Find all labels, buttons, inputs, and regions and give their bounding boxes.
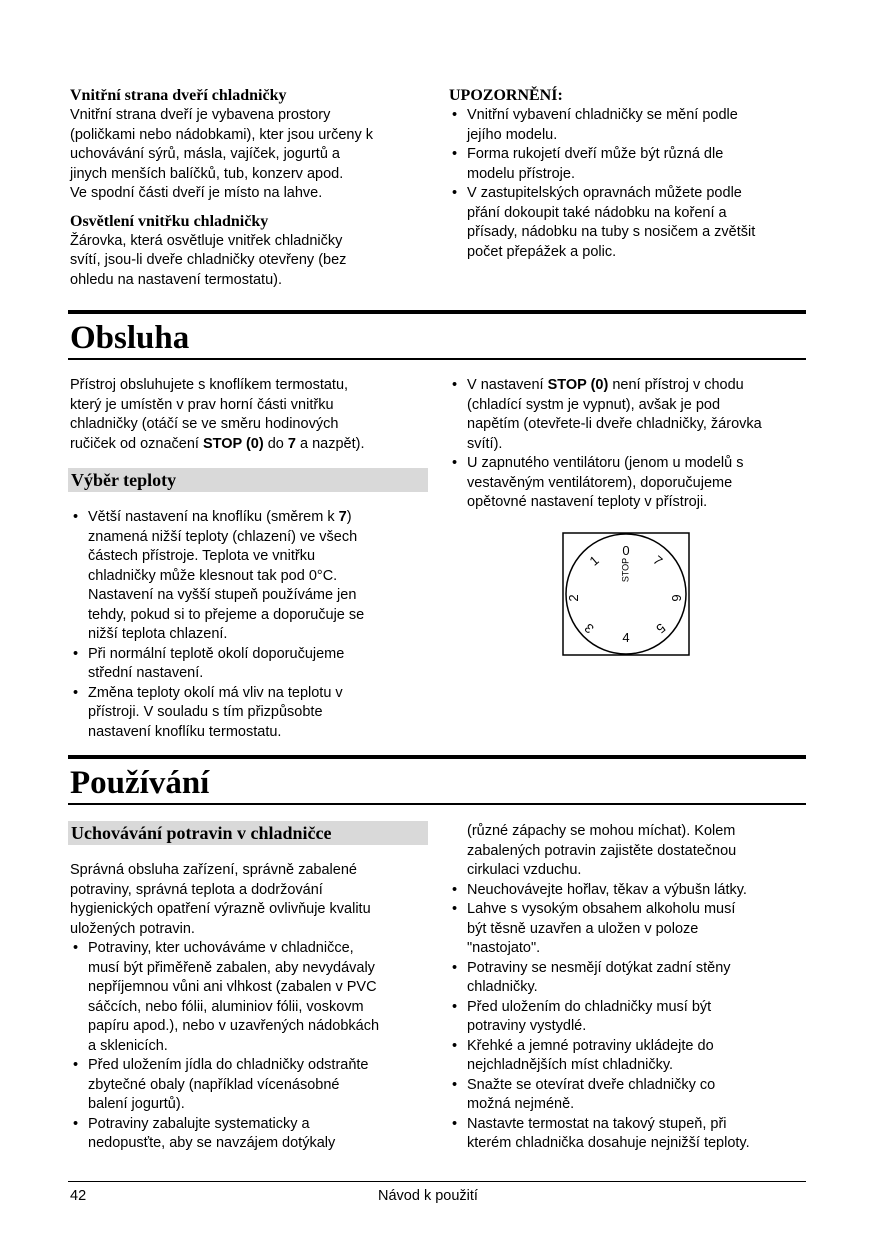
warning-line: jejího modelu. (467, 126, 558, 143)
food-item (449, 1076, 809, 1115)
intro-line: který je umístěn v prav horní části vnitřku (70, 396, 334, 413)
door-line: uchovávání sýrů, másla, vajíček, jogurtů a (70, 146, 340, 162)
warning-list (449, 106, 809, 262)
dial-number-7: 7 (650, 552, 666, 569)
temperature-line: přístroji. V souladu s tím přizpůsobte (88, 704, 323, 720)
intro-text: do (263, 435, 288, 452)
temperature-list (70, 508, 440, 742)
dial-number-5: 5 (653, 620, 669, 637)
food-item (449, 959, 809, 998)
section-rule-top (68, 310, 806, 314)
stop-label: STOP (0) (547, 377, 609, 393)
obsluha-right (449, 376, 809, 513)
food-item (449, 998, 809, 1037)
food-line: a sklenicích. (88, 1037, 168, 1054)
page-number: 42 (70, 1188, 87, 1204)
dial-number-4: 4 (622, 630, 630, 645)
dial-number-3: 3 (581, 620, 597, 637)
section-rule-top (68, 755, 806, 759)
section-rule-bottom (68, 358, 806, 360)
stop-text: není přístroj v chodu (608, 377, 744, 393)
light-section-title: Osvětlení vnitřku chladničky (70, 212, 269, 230)
food-line: "nastojato". (467, 940, 541, 956)
door-line: jinych menších balíčků, tub, konzerv apod. (70, 165, 344, 182)
light-line: svítí, jsou-li dveře chladničky otevřeny (bez (70, 252, 347, 268)
food-line: nejchladnějších míst chladničky. (467, 1057, 674, 1073)
temperature-line: nižší teplota chlazení. (88, 626, 228, 642)
warning-line: • Forma rukojetí dveří může být různá dle (467, 146, 724, 162)
intro-line (70, 435, 440, 455)
food-intro-line: Správná obsluha zařízení, správně zabalené (70, 862, 357, 878)
warning-item (449, 184, 809, 262)
section-rule-bottom (68, 803, 806, 805)
food-line: musí být přiměřeně zabalen, aby nevydávaly (88, 959, 375, 976)
food-line: zabalených potravin zajistěte dostatečnou (467, 842, 737, 859)
warning-item (449, 106, 809, 145)
food-item (70, 1056, 440, 1115)
food-line: balení jogurtů). (88, 1096, 185, 1112)
light-line: Žárovka, která osvětluje vnitřek chladničky (70, 232, 343, 249)
intro-line: chladničky (otáčí se ve směru hodinových (70, 416, 339, 432)
temperature-line: znamená nižší teploty (chlazení) ve všech (88, 528, 358, 545)
door-section-title: Vnitřní strana dveří chladničky (70, 87, 287, 104)
food-list-right (449, 881, 809, 1154)
intro-text: a nazpět). (295, 435, 365, 452)
intro-seven-label: 7 (287, 435, 296, 452)
food-line: papíru apod.), nebo v uzavřených nádobkách (88, 1018, 380, 1034)
warning-line: • V zastupitelských opravnách můžete podle (467, 185, 742, 201)
food-item (449, 881, 809, 901)
food-item (449, 1115, 809, 1154)
food-item (449, 900, 809, 959)
intro-text: ručiček od označení (70, 435, 203, 452)
food-line: • Potraviny, kter uchováváme v chladničce, (88, 940, 354, 956)
food-line: • Nastavte termostat na takový stupeň, při (467, 1115, 727, 1132)
temperature-subheading: Výběr teploty (68, 468, 428, 492)
temperature-item (70, 684, 440, 743)
temperature-line: chladničky může klesnout tak pod 0°C. (88, 567, 338, 584)
food-line: • Lahve s vysokým obsahem alkoholu musí (467, 901, 736, 917)
dial-number-0: 0 (622, 543, 630, 558)
food-continuation (449, 822, 809, 881)
door-line: (poličkami nebo nádobkami), kter jsou určeny k (70, 126, 374, 143)
food-line: • Potraviny se nesmějí dotýkat zadní stěny (467, 959, 731, 976)
temperature-line: nastavení knoflíku termostatu. (88, 723, 282, 740)
temperature-line: Nastavení na vyšší stupeň používáme jen (88, 587, 357, 603)
obsluha-heading: Obsluha (70, 320, 190, 356)
food-line: nedopusťte, aby se navzájem dotýkaly (88, 1135, 336, 1151)
food-item (449, 1037, 809, 1076)
temperature-line (88, 508, 440, 528)
dial-number-1: 1 (586, 552, 602, 569)
temperature-line: • Při normální teplotě okolí doporučujeme (88, 645, 345, 662)
food-line: • Potraviny zabalujte systematicky a (88, 1115, 310, 1132)
fan-line: • U zapnutého ventilátoru (jenom u modelů s (467, 455, 744, 471)
food-line: (různé zápachy se mohou míchat). Kolem (467, 823, 736, 839)
food-line: nepříjemnou vůni ani vlhkost (zabalen v PVC (88, 979, 377, 995)
food-item (70, 939, 440, 1056)
stop-line (467, 376, 809, 396)
temperature-line: • Změna teploty okolí má vliv na teplotu v (88, 684, 343, 701)
warning-line: počet přepážek a polic. (467, 243, 617, 260)
warning-line: přísady, nádobku na tuby s nosičem a zvětšit (467, 224, 756, 240)
food-storage-subheading: Uchovávání potravin v chladničce (68, 821, 428, 845)
dial-number-6: 6 (669, 594, 684, 602)
temperature-item (70, 645, 440, 684)
temperature-item (70, 508, 440, 645)
pouzivani-heading: Používání (70, 765, 210, 801)
food-line: potraviny vystydlé. (467, 1018, 587, 1034)
temperature-seven: 7 (338, 509, 347, 525)
food-intro-line: hygienických opatření výrazně ovlivňuje kvalitu (70, 901, 371, 917)
food-list-left (70, 939, 440, 1154)
food-intro-line: potraviny, správná teplota a dodržování (70, 881, 323, 898)
pouzivani-right (449, 822, 809, 1154)
door-section (70, 86, 440, 290)
warning-section (449, 86, 809, 262)
intro-line: Přístroj obsluhujete s knoflíkem termostatu, (70, 377, 349, 393)
footer-title: Návod k použití (378, 1188, 478, 1204)
temperature-line: střední nastavení. (88, 665, 204, 681)
footer-rule (68, 1181, 806, 1182)
food-line: • Neuchovávejte hořlav, těkav a výbušn látky. (467, 881, 747, 898)
temperature-list-block (70, 508, 440, 742)
stop-item (449, 376, 809, 454)
warning-line: • Vnitřní vybavení chladničky se mění podle (467, 107, 738, 123)
stop-list (449, 376, 809, 513)
warning-line: přání dokoupit také nádobku na koření a (467, 204, 727, 221)
food-line: být těsně uzavřen a uložen v poloze (467, 920, 699, 937)
food-line: • Před uložením do chladničky musí být (467, 998, 712, 1015)
light-line: ohledu na nastavení termostatu). (70, 271, 282, 288)
fan-line: opětovné nastavení teploty v přístroji. (467, 494, 708, 510)
warning-title: UPOZORNĚNÍ: (449, 87, 563, 104)
intro-stop-label: STOP (0) (203, 435, 264, 452)
food-item (70, 1115, 440, 1154)
fan-line: vestavěným ventilátorem), doporučujeme (467, 474, 733, 491)
food-line: • Snažte se otevírat dveře chladničky co (467, 1076, 716, 1093)
warning-line: modelu přístroje. (467, 165, 575, 182)
food-line: chladničky. (467, 979, 538, 995)
food-line: možná nejméně. (467, 1096, 575, 1112)
thermostat-dial-figure (562, 532, 690, 656)
dial-stop-label: STOP (620, 557, 631, 583)
food-line: • Křehké a jemné potraviny ukládejte do (467, 1037, 714, 1054)
stop-text: V nastavení (467, 377, 548, 393)
door-line: Ve spodní části dveří je místo na lahve. (70, 185, 323, 201)
door-line: Vnitřní strana dveří je vybavena prostory (70, 107, 331, 123)
food-intro-line: uložených potravin. (70, 920, 195, 937)
dial-number-2: 2 (566, 594, 581, 602)
temperature-line: tehdy, pokud si to přejeme a doporučuje se (88, 606, 365, 623)
food-line: sáčcích, nebo fólii, aluminiov fólii, voskovm (88, 998, 364, 1015)
temperature-text: Větší nastavení na knoflíku (směrem k (88, 509, 339, 525)
food-line: • Před uložením jídla do chladničky odstraňte (88, 1057, 369, 1073)
warning-item (449, 145, 809, 184)
fan-item (449, 454, 809, 513)
obsluha-intro (70, 376, 440, 454)
pouzivani-left (70, 861, 440, 1154)
temperature-line: částech přístroje. Teplota ve vnitřku (88, 548, 316, 564)
stop-line: napětím (otevřete-li dveře chladničky, žárovka (467, 416, 762, 432)
stop-line: (chladící systm je vypnut), avšak je pod (467, 396, 721, 413)
food-line: kterém chladnička dosahuje nejnižší teploty. (467, 1135, 750, 1151)
stop-line: svítí). (467, 435, 503, 452)
food-line: cirkulaci vzduchu. (467, 862, 582, 878)
food-line: zbytečné obaly (například vícenásobné (88, 1076, 340, 1093)
temperature-text: ) (346, 509, 352, 525)
